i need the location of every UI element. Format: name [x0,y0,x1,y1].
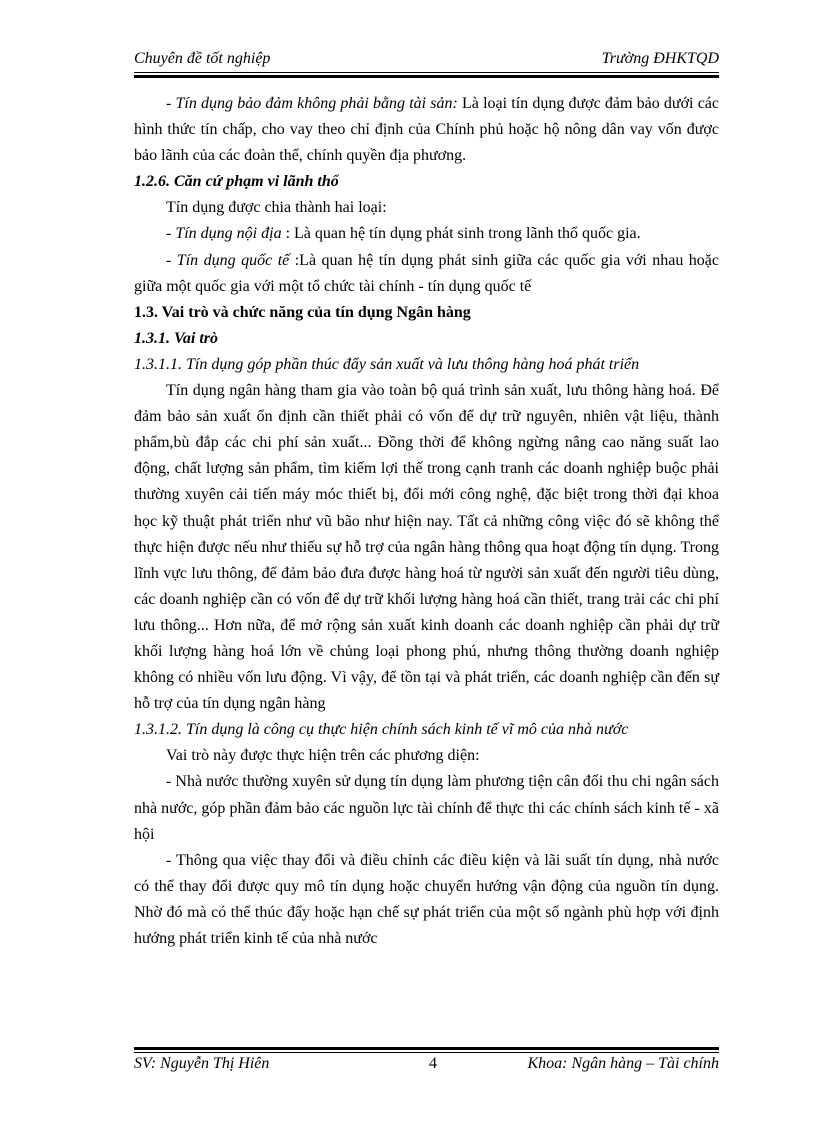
paragraph: - Nhà nước thường xuyên sử dụng tín dụng làm phương tiện cân đối thu chi ngân sách nhà nước, góp phần đảm bảo các nguồn lực tài chính để thực thi các chính sách kinh tế - xã hội [134,773,719,843]
heading-1-3-1-2: 1.3.1.2. Tín dụng là công cụ thực hiện chính sách kinh tế vĩ mô của nhà nước [134,721,629,739]
page-body [134,91,719,952]
paragraph: - Tín dụng quốc tế :Là quan hệ tín dụng phát sinh giữa các quốc gia với nhau hoặc giữa một quốc gia với một tổ chức tài chính - tín dụng quốc tế [134,251,719,295]
paragraph: - Tín dụng nội địa : Là quan hệ tín dụng phát sinh trong lãnh thổ quốc gia. [166,225,641,243]
header-left: Chuyên đề tốt nghiệp [134,50,271,67]
paragraph: Vai trò này được thực hiện trên các phương diện: [166,747,480,765]
heading-1-3-1-1: 1.3.1.1. Tín dụng góp phần thúc đẩy sản xuất và lưu thông hàng hoá phát triển [134,355,640,373]
emphasis: - Tín dụng bảo đảm không phải bằng tài sản: [166,95,458,112]
page-number: 4 [429,1055,437,1072]
heading-1-2-6: 1.2.6. Căn cứ phạm vi lãnh thổ [134,173,339,191]
heading-1-3: 1.3. Vai trò và chức năng của tín dụng Ngân hàng [134,303,471,321]
header-right: Trường ĐHKTQD [601,50,719,67]
paragraph: - Thông qua việc thay đổi và điều chỉnh các điều kiện và lãi suất tín dụng, nhà nước có thể thay đổi được quy mô tín dụng hoặc chuyển hướng vận động của nguồn tín dụng. Nhờ đó mà có thể thúc đẩy hoặc hạn chế sự phát triển của một số ngành phù hợp với định hướng phát triển kinh tế của nhà nước [134,851,719,947]
heading-1-3-1: 1.3.1. Vai trò [134,329,219,347]
emphasis: - Tín dụng quốc tế [166,251,290,269]
page-header [134,48,719,72]
footer-faculty: Khoa: Ngân hàng – Tài chính [527,1055,719,1072]
paragraph: Tín dụng ngân hàng tham gia vào toàn bộ quá trình sản xuất, lưu thông hàng hoá. Để đảm bảo sản xuất ổn định cần thiết phải có vốn để dự trữ nguyên, nhiên vật liệu, thành phẩm,bù đắp các chi phí sản xuất... Đồng thời để không ngừng nâng cao năng suất lao động, chất lượng sản phẩm, tìm kiếm lợi thế trong cạnh tranh các doanh nghiệp buộc phải thường xuyên cải tiến máy móc thiết bị, đổi mới công nghệ, đặc biệt trong thời đại khoa học kỹ thuật phát triển như vũ bão như hiện nay. Tất cả những công việc đó sẽ không thể thực hiện được nếu như thiếu sự hỗ trợ của ngân hàng thông qua hoạt động tín dụng. Trong lĩnh vực lưu thông, để đảm bảo đưa được hàng hoá từ người sản xuất đến người tiêu dùng, các doanh nghiệp cần có vốn để dự trữ khối lượng hàng hoá cần thiết, trang trải các chi phí lưu thông... Hơn nữa, để mở rộng sản xuất kinh doanh các doanh nghiệp cần phải dự trữ khối lượng hàng hoá lớn về chủng loại phong phú, nhưng thông thường doanh nghiệp không có nhiều vốn lưu động. Vì vậy, để tồn tại và phát triển, các doanh nghiệp cần đến sự hỗ trợ của tín dụng ngân hàng [134,382,719,713]
paragraph: - Tín dụng bảo đảm không phải bằng tài sản: Là loại tín dụng được đảm bảo dưới các hình thức tín chấp, cho vay theo chỉ định của Chính phủ hoặc hộ nông dân vay vốn được bảo lãnh của các đoàn thể, chính quyền địa phương. [134,95,719,165]
emphasis: - Tín dụng nội địa [166,225,282,243]
footer-student: SV: Nguyễn Thị Hiên [134,1055,270,1072]
footer-rule [134,1047,719,1053]
header-rule [134,72,719,78]
page-footer [134,1055,719,1077]
paragraph: Tín dụng được chia thành hai loại: [166,199,387,217]
